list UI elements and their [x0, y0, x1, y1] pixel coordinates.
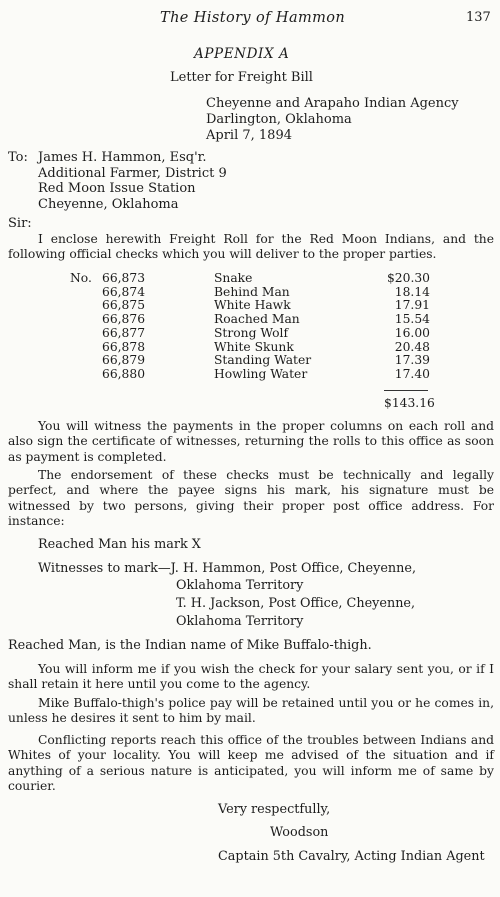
- paragraph-freight-roll: I enclose herewith Freight Roll for the Red Moon Indians, and the following official checks which you will deliver to the proper parties.: [8, 232, 494, 262]
- signature: Woodson: [270, 825, 329, 840]
- check-prefix: [70, 299, 102, 313]
- check-row: [70, 313, 430, 327]
- check-prefix: [70, 341, 102, 355]
- check-amount: 18.14: [394, 284, 430, 299]
- check-prefix: No.: [70, 271, 92, 285]
- payee-name: Strong Wolf: [214, 325, 289, 340]
- check-row: [70, 272, 430, 286]
- payee-name: Snake: [214, 271, 253, 285]
- check-number: 66,875: [102, 298, 146, 313]
- paragraph-endorsement: The endorsement of these checks must be technically and legally perfect, and where the payee signs his mark, his signature must be witnessed by two persons, giving their proper post office address. For instance:: [8, 468, 494, 529]
- witness-2: T. H. Jackson, Post Office, Cheyenne,: [176, 596, 416, 611]
- payee-name: Roached Man: [214, 312, 300, 327]
- paragraph-witness-payments: You will witness the payments in the proper columns on each roll and also sign the certificate of witnesses, returning the rolls to this office as soon as payment is completed.: [8, 419, 494, 464]
- running-title: The History of Hammon: [160, 10, 346, 26]
- check-amount: $20.30: [386, 271, 430, 285]
- recipient-address: [38, 150, 227, 212]
- recipient-line: James H. Hammon, Esq'r.: [38, 150, 207, 165]
- check-amount: 17.91: [394, 298, 430, 313]
- recipient-line: Additional Farmer, District 9: [38, 165, 227, 181]
- check-row: [70, 327, 430, 341]
- letter-date: April 7, 1894: [206, 128, 292, 143]
- check-prefix: [70, 313, 102, 327]
- valediction: Very respectfully,: [218, 802, 331, 817]
- payee-name: White Hawk: [214, 298, 291, 313]
- check-number: 66,879: [102, 353, 146, 368]
- check-number: 66,874: [102, 284, 146, 299]
- paragraph-conflicting-reports: Conflicting reports reach this office of the troubles between Indians and Whites of your locality. You will keep me advised of the situation and if anything of a serious nature is anticipated, you will inform me of same by courier.: [8, 733, 494, 794]
- check-prefix: [70, 327, 102, 341]
- check-amount: 17.40: [394, 366, 430, 381]
- check-number: 66,880: [102, 366, 146, 381]
- sender-line: Cheyenne and Arapaho Indian Agency: [206, 96, 459, 111]
- total-rule: [384, 390, 428, 391]
- mark-example: Reached Man his mark X: [38, 537, 201, 552]
- check-prefix: [70, 286, 102, 300]
- appendix-title: APPENDIX A: [194, 46, 290, 62]
- witness-2-territory: Oklahoma Territory: [176, 614, 304, 629]
- check-row: [70, 299, 430, 313]
- recipient-line: Cheyenne, Oklahoma: [38, 196, 179, 212]
- paragraph-salary-check: You will inform me if you wish the check for your salary sent you, or if I shall retain it here until you come to the agency.: [8, 662, 494, 692]
- check-prefix: [70, 368, 102, 382]
- witness-1-territory: Oklahoma Territory: [176, 578, 304, 593]
- checks-total: $143.16: [384, 396, 435, 410]
- check-row: [70, 354, 430, 368]
- page-number: 137: [466, 10, 491, 25]
- sender-address: [206, 96, 459, 144]
- check-amount: 16.00: [394, 325, 430, 340]
- check-prefix: [70, 354, 102, 368]
- payee-name: Behind Man: [214, 284, 290, 299]
- checks-table: [70, 272, 430, 382]
- check-number: 66,878: [102, 339, 146, 354]
- paragraph-police-pay: Mike Buffalo-thigh's police pay will be retained until you or he comes in, unless he desires it sent to him by mail.: [8, 696, 494, 726]
- check-number: 66,873: [102, 271, 146, 285]
- to-label: To:: [8, 150, 28, 165]
- indian-name-note: Reached Man, is the Indian name of Mike Buffalo-thigh.: [8, 638, 372, 653]
- check-number: 66,877: [102, 325, 146, 340]
- check-amount: 15.54: [394, 312, 430, 327]
- witnesses-line: Witnesses to mark—J. H. Hammon, Post Office, Cheyenne,: [38, 561, 417, 576]
- check-number: 66,876: [102, 312, 146, 327]
- check-amount: 20.48: [394, 339, 430, 354]
- payee-name: Howling Water: [214, 366, 308, 381]
- sender-line: Darlington, Oklahoma: [206, 112, 352, 127]
- check-row: [70, 368, 430, 382]
- check-amount: 17.39: [394, 353, 430, 368]
- letter-title: Letter for Freight Bill: [170, 70, 313, 85]
- recipient-line: Red Moon Issue Station: [38, 181, 196, 196]
- payee-name: White Skunk: [214, 339, 294, 354]
- signer-title: Captain 5th Cavalry, Acting Indian Agent: [218, 849, 485, 864]
- payee-name: Standing Water: [214, 353, 312, 368]
- check-row: [70, 341, 430, 355]
- check-row: [70, 286, 430, 300]
- salutation: Sir:: [8, 216, 32, 231]
